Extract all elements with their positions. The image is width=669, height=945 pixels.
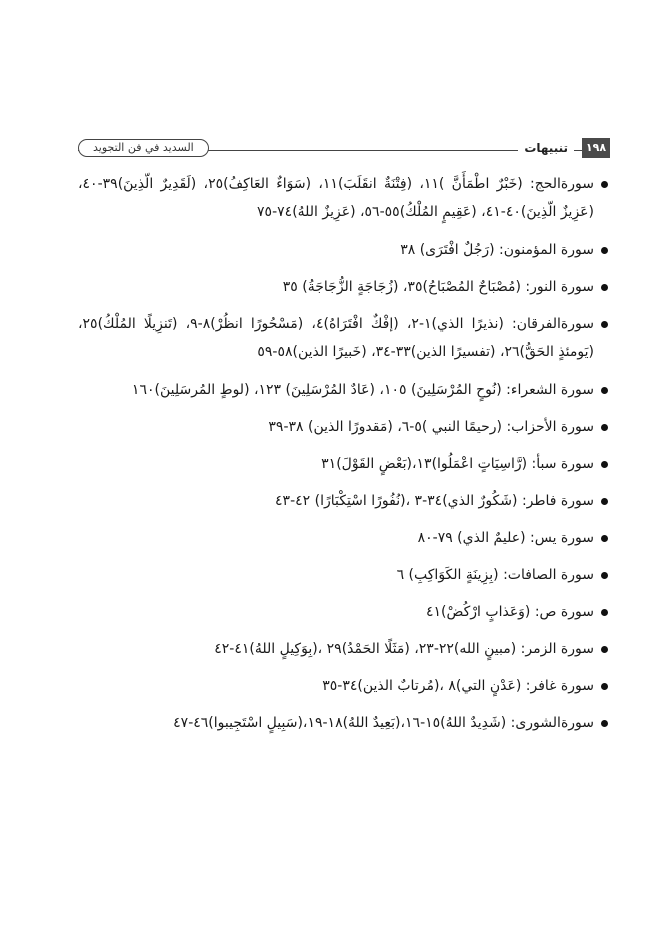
entry-text: (مُصْبَاحٌ المُصْبَاحُ)٣٥، (زُجَاجَةٍ الزُّجَاجَةُ) ٣٥ <box>282 279 526 295</box>
entry-text: (شَكُورٌ الذي)٣٤-٣ ،(نُفُورًا اسْتِكْبَارًا) ٤٢-٤٣ <box>275 493 522 509</box>
surah-name: سورة يس: <box>530 530 594 546</box>
entry-text: (عَدْنٍ التي)٨ ،(مُرتابٌ الذين)٣٤-٣٥ <box>322 678 526 694</box>
chapter-title: تنبيهات <box>518 140 574 156</box>
list-item <box>78 524 610 552</box>
list-item <box>78 310 610 366</box>
book-title: السديد في فن التجويد <box>78 139 209 157</box>
list-item <box>78 413 610 441</box>
entry-text: (شَدِيدٌ اللهُ)١٥-١٦،(بَعِيدٌ اللهُ)١٨-١٩،(سَبِيلٍ اسْتَجِيبوا)٤٦-٤٧ <box>173 715 511 731</box>
entry-text: (عليمٌ الذي) ٧٩-٨٠ <box>417 530 531 546</box>
surah-name: سورة الشعراء: <box>506 382 594 398</box>
surah-name: سورة فاطر: <box>521 493 594 509</box>
list-item <box>78 598 610 626</box>
entry-text: (نذيرًا الذي)١-٢، (إفْكٌ افْتَرَاهُ)٤، (مَسْحُورًا انظُرْ)٨-٩، (تَنزِيلًا المُلْكُ)٢٥، (يَومئذٍ الحَقُّ)٢٦، (تفسيرًا الذين)٣٣-٣٤، (خَبيرًا الذين)٥٨-٥٩ <box>78 316 594 360</box>
surah-name: سورة الصافات: <box>503 567 594 583</box>
entry-text: (بِزِينَةٍ الكَوَاكِبِ) ٦ <box>396 567 504 583</box>
page-number: ١٩٨ <box>582 138 610 158</box>
list-item <box>78 376 610 404</box>
entry-text: (مبينٍ الله)٢٢-٢٣، (مَثَلًا الحَمْدُ)٢٩ ،(بِوَكِيلٍ اللهُ)٤١-٤٢ <box>214 641 521 657</box>
surah-name: سورةالحج: <box>529 176 594 192</box>
surah-name: سورة الزمر: <box>520 641 594 657</box>
surah-name: سورة ص: <box>534 604 594 620</box>
page-header <box>78 138 610 158</box>
surah-name: سورة المؤمنون: <box>499 242 594 258</box>
entry-text: (وَعَذابٍ ارْكُضْ)٤١ <box>425 604 535 620</box>
surah-list <box>78 170 610 746</box>
list-item <box>78 273 610 301</box>
entry-text: (نُوحٍ المُرْسَلِينَ) ١٠٥، (عَادٌ المُرْسَلِينَ) ١٢٣، (لوطٍ المُرسَلِينَ)١٦٠ <box>131 382 507 398</box>
list-item <box>78 635 610 663</box>
entry-text: (خَبْرٌ اطْمَأَنَّ )١١، (فِتْنَةٌ انقَلَبَ)١١، (سَوَاءٌ العَاكِفُ)٢٥، (لَقَدِيرٌ الّذِينَ)٣٩-٤٠، (عَزِيزٌ الّذِينَ)٤٠-٤١، (عَقِيمٍ المُلْكُ)٥٥-٥٦، (عَزِيزٌ اللهُ)٧٤-٧٥ <box>78 176 594 220</box>
list-item <box>78 170 610 226</box>
list-item <box>78 561 610 589</box>
surah-name: سورةالشورى: <box>510 715 594 731</box>
surah-name: سورة سبأ: <box>531 456 594 472</box>
entry-text: (رحيمًا النبي )٥-٦، (مَقدورًا الذين) ٣٨-٣٩ <box>268 419 507 435</box>
list-item <box>78 236 610 264</box>
entry-text: (رَجُلٌ افْتَرَى) ٣٨ <box>400 242 500 258</box>
entry-text: (رَّاسِيَاتٍ اعْمَلُوا)١٣،(بَعْضٍ القَوْلَ)٣١ <box>321 456 532 472</box>
surah-name: سورة النور: <box>525 279 594 295</box>
surah-name: سورةالفرقان: <box>512 316 594 332</box>
list-item <box>78 672 610 700</box>
list-item <box>78 487 610 515</box>
list-item <box>78 709 610 737</box>
surah-name: سورة الأحزاب: <box>506 419 594 435</box>
list-item <box>78 450 610 478</box>
surah-name: سورة غافر: <box>525 678 594 694</box>
